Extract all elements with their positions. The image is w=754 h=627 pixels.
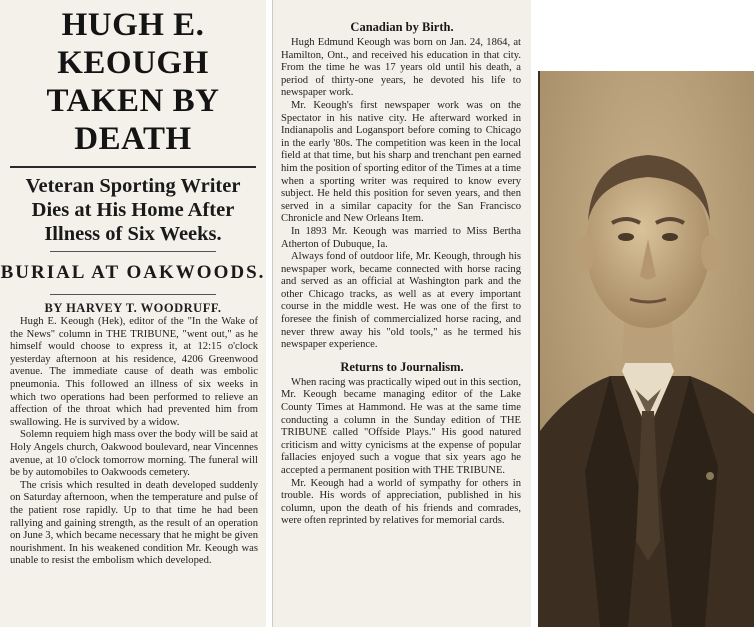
canadian-subhead: Canadian by Birth. bbox=[350, 20, 454, 34]
journalism-subhead: Returns to Journalism. bbox=[340, 359, 464, 374]
article-column-1 bbox=[0, 0, 266, 627]
byline: BY HARVEY T. WOODRUFF. bbox=[44, 301, 222, 315]
portrait-photo-icon bbox=[540, 71, 754, 627]
body-paragraph: When racing was practically wiped out in this section, Mr. Keough became managing editor of the Lake County Times at Hammond. He was at the same time conducting a column in the Sunday edition of THE TRIBUNE called "Offside Plays." His good natured criticism and witty cynicisms at the expense of popular fallacies enjoyed such a vogue that six years ago he accepted a permanent position with THE TRIBUNE. bbox=[281, 376, 521, 476]
headline-rule bbox=[10, 166, 256, 168]
burial-rule bbox=[50, 294, 216, 295]
deck-headline: Veteran Sporting Writer Dies at His Home After Illness of Six Weeks. bbox=[25, 175, 241, 245]
deck-rule bbox=[50, 251, 216, 252]
body-paragraph: Solemn requiem high mass over the body will be said at Holy Angels church, Oakwood boulevard, near Vincennes avenue, at 10 o'clock tomorrow morning. The funeral will be by automobiles to Oakwoods cemetery. bbox=[10, 429, 258, 479]
body-paragraph: Always fond of outdoor life, Mr. Keough, through his newspaper work, became connected with horse racing and served as an official at Washington park and the other Chicago tracks, as well as at every important course in the middle west. He was one of the first to foresee the finish of commercialized horse racing, and never threw away his "old tools," as he termed his newspaper experience. bbox=[281, 251, 521, 351]
portrait-photo bbox=[538, 71, 754, 627]
body-paragraph: Hugh Edmund Keough was born on Jan. 24, 1864, at Hamilton, Ont., and received his education in that city. From the time he was 17 years old until his death, a period of thirty-one years, he devoted his life to newspaper work. bbox=[281, 37, 521, 99]
body-paragraph: Mr. Keough's first newspaper work was on the Spectator in his native city. He afterward worked in Indianapolis and Logansport before coming to Chicago in the early '80s. The competition was keen in the local field at that time, but his sharp and trenchant pen earned him the position of sporting editor of the Times at a time when a sporting writer was required to know every subject. He held this position for seven years, and then served in a similar capacity for the San Francisco Chronicle and New Orleans Item. bbox=[281, 99, 521, 225]
headline-line-2: TAKEN BY DEATH bbox=[46, 83, 220, 157]
body-paragraph: Mr. Keough had a world of sympathy for others in trouble. His words of appreciation, published in his column, upon the death of his friends and comrades, were often reprinted by relatives for memorial cards. bbox=[281, 477, 521, 527]
headline-line-1: HUGH E. KEOUGH bbox=[57, 7, 209, 81]
article-column-2 bbox=[272, 0, 531, 627]
body-paragraph: The crisis which resulted in death developed suddenly on Saturday afternoon, when the temperature and pulse of the patient rose rapidly. Up to that time he had been rallying and gaining strength, as the result of an operation on June 3, which became necessary that he might be given nourishment. In his weakened condition Mr. Keough was unable to resist the embolism which developed. bbox=[10, 479, 258, 567]
body-paragraph: In 1893 Mr. Keough was married to Miss Bertha Atherton of Dubuque, Ia. bbox=[281, 225, 521, 250]
burial-subhead: BURIAL AT OAKWOODS. bbox=[0, 262, 266, 283]
body-paragraph: Hugh E. Keough (Hek), editor of the "In the Wake of the News" column in THE TRIBUNE, "went out," as he himself would choose to express it, at 12:15 o'clock yesterday afternoon at his residence, 4206 Greenwood avenue. The immediate cause of death was embolic pneumonia. This followed an illness of six weeks in which two operations had been performed to relieve an affection of the throat which had prevented him from swallowing. He is survived by a widow. bbox=[10, 316, 258, 428]
